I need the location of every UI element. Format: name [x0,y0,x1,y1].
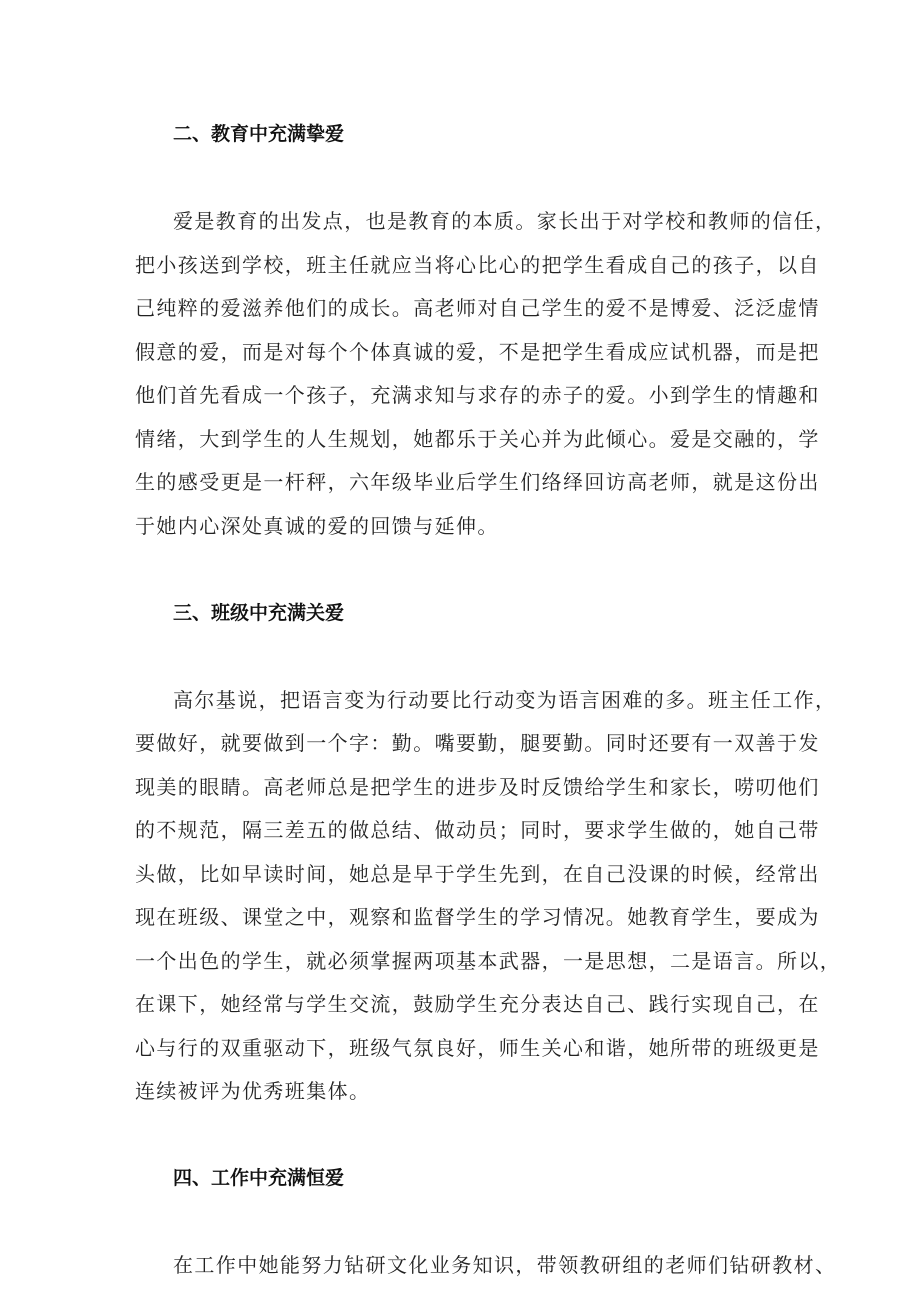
paragraph-line: 己纯粹的爱滋养他们的成长。高老师对自己学生的爱不是博爱、泛泛虚情 [135,296,820,320]
paragraph [135,1244,837,1288]
document-page [135,113,842,1288]
paragraph-line: 高尔基说，把语言变为行动要比行动变为语言困难的多。班主任工作， [173,687,837,712]
paragraph [135,679,842,1114]
paragraph-line: 的不规范，隔三差五的做总结、做动员；同时，要求学生做的，她自己带 [135,818,820,842]
section-education-love [135,113,837,592]
section-work-love [135,1157,837,1288]
spacer [135,1201,787,1245]
paragraph-line: 要做好，就要做到一个字：勤。嘴要勤，腿要勤。同时还要有一双善于发 [135,731,820,755]
section-heading: 四、工作中充满恒爱 [173,1167,345,1189]
spacer [135,157,787,201]
paragraph-line: 生的感受更是一杆秤，六年级毕业后学生们络绎回访高老师，就是这份出 [135,470,820,494]
paragraph [135,200,837,548]
paragraph-line: 头做，比如早读时间，她总是早于学生先到，在自己没课的时候，经常出 [135,861,820,886]
spacer [135,548,787,592]
spacer [135,635,787,679]
section-heading: 二、教育中充满挚爱 [173,123,345,145]
paragraph-line: 他们首先看成一个孩子，充满求知与求存的赤子的爱。小到学生的情趣和 [135,383,820,407]
paragraph-line: 情绪，大到学生的人生规划，她都乐于关心并为此倾心。爱是交融的，学 [135,426,820,451]
paragraph-line: 现美的眼睛。高老师总是把学生的进步及时反馈给学生和家长，唠叨他们 [135,774,820,799]
paragraph-line: 在课下，她经常与学生交流，鼓励学生充分表达自己、践行实现自己，在 [135,992,820,1016]
paragraph-line: 一个出色的学生，就必须掌握两项基本武器，一是思想，二是语言。所以， [135,948,842,973]
paragraph-line: 于她内心深处真诚的爱的回馈与延伸。 [135,513,499,538]
paragraph-line: 连续被评为优秀班集体。 [135,1079,371,1103]
paragraph-line: 爱是教育的出发点，也是教育的本质。家长出于对学校和教师的信任， [173,209,837,233]
paragraph-line: 假意的爱，而是对每个个体真诚的爱，不是把学生看成应试机器，而是把 [135,339,820,364]
paragraph-line: 在工作中她能努力钻研文化业务知识，带领教研组的老师们钻研教材、 [173,1253,837,1277]
spacer [135,1114,787,1158]
paragraph-line: 把小孩送到学校，班主任就应当将心比心的把学生看成自己的孩子，以自 [135,252,820,277]
paragraph-line: 心与行的双重驱动下，班级气氛良好，师生关心和谐，她所带的班级更是 [135,1035,820,1060]
section-class-love [135,592,842,1158]
section-heading: 三、班级中充满关爱 [173,601,345,624]
paragraph-line: 现在班级、课堂之中，观察和监督学生的学习情况。她教育学生，要成为 [135,905,820,929]
